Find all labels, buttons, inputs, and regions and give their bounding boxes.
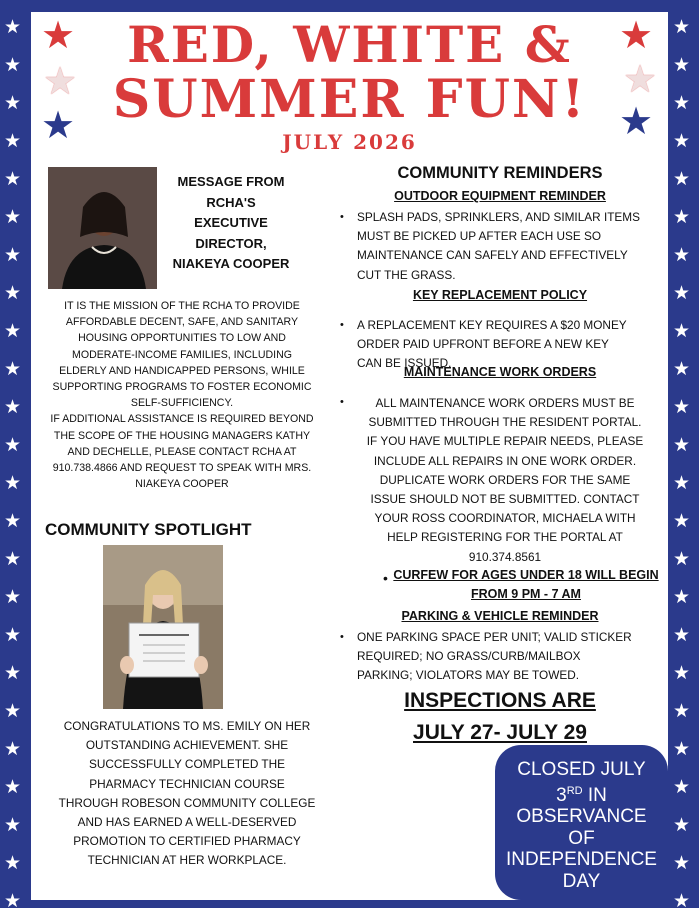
spotlight-line: CONGRATULATIONS TO MS. EMILY ON HER <box>63 719 311 733</box>
curfew-notice <box>393 566 659 603</box>
border-star-icon: ★ <box>673 434 691 456</box>
parking-line: PARKING; VIOLATORS MAY BE TOWED. <box>357 668 580 683</box>
message-heading-line: RCHA'S <box>206 194 256 210</box>
spotlight-line: OUTSTANDING ACHIEVEMENT. SHE <box>85 738 289 753</box>
right-star-border <box>669 0 699 908</box>
month-subtitle: JULY 2026 <box>282 130 417 154</box>
key-line: CAN BE ISSUED. <box>357 356 452 371</box>
message-heading <box>156 172 306 275</box>
bullet-icon: • <box>340 319 344 331</box>
border-star-icon: ★ <box>673 738 691 760</box>
mission-line: THE SCOPE OF THE HOUSING MANAGERS KATHY <box>53 429 311 442</box>
border-star-icon: ★ <box>673 548 691 570</box>
closed-line-5: INDEPENDENCE <box>506 849 657 870</box>
outdoor-heading: OUTDOOR EQUIPMENT REMINDER <box>394 189 606 203</box>
parking-line: REQUIRED; NO GRASS/CURB/MAILBOX <box>357 649 581 664</box>
maintenance-line: YOUR ROSS COORDINATOR, MICHAELA WITH <box>374 511 636 526</box>
outdoor-line: SPLASH PADS, SPRINKLERS, AND SIMILAR ITEMS <box>357 210 640 224</box>
mission-line: ELDERLY AND HANDICAPPED PERSONS, WHILE <box>59 364 305 377</box>
outdoor-line: MAINTENANCE CAN SAFELY AND EFFECTIVELY <box>357 248 628 263</box>
maintenance-heading: MAINTENANCE WORK ORDERS <box>403 365 597 379</box>
outdoor-line: MUST BE PICKED UP AFTER EACH USE SO <box>357 229 602 244</box>
border-star-icon: ★ <box>673 662 691 684</box>
key-heading: KEY REPLACEMENT POLICY <box>412 288 588 302</box>
red-star-icon: ★ <box>619 13 654 57</box>
closed-line-3: OBSERVANCE <box>516 806 647 827</box>
outdoor-line: CUT THE GRASS. <box>357 267 456 282</box>
maintenance-line: INCLUDE ALL REPAIRS IN ONE WORK ORDER. <box>373 453 637 468</box>
border-star-icon: ★ <box>673 16 691 38</box>
maintenance-line: HELP REGISTERING FOR THE PORTAL AT <box>387 530 623 545</box>
mission-line: NIAKEYA COOPER <box>135 478 229 491</box>
inspections-line-1: INSPECTIONS ARE <box>404 689 596 712</box>
title-line-1: RED, WHITE & <box>127 15 572 74</box>
closed-line-2: 3RD IN <box>556 784 607 806</box>
blue-star-icon: ★ <box>619 99 654 143</box>
border-star-icon: ★ <box>4 890 22 908</box>
border-star-icon: ★ <box>673 814 691 836</box>
outdoor-text <box>357 208 640 285</box>
border-star-icon: ★ <box>673 510 691 532</box>
parking-text <box>357 628 632 686</box>
border-star-icon: ★ <box>673 890 691 908</box>
person-silhouette-icon <box>48 167 157 289</box>
border-star-icon: ★ <box>4 700 22 722</box>
border-star-icon: ★ <box>4 16 22 38</box>
red-star-icon: ★ <box>41 13 76 57</box>
border-star-icon: ★ <box>4 814 22 836</box>
person-certificate-icon <box>103 545 223 709</box>
message-heading-line: EXECUTIVE <box>194 215 268 230</box>
border-star-icon: ★ <box>4 624 22 646</box>
spotlight-text <box>37 717 337 871</box>
message-heading-line: MESSAGE FROM <box>177 174 285 189</box>
white-star-icon: ★ <box>43 59 78 103</box>
border-star-icon: ★ <box>4 168 22 190</box>
mission-line: SUPPORTING PROGRAMS TO FOSTER ECONOMIC <box>52 381 312 394</box>
parking-heading: PARKING & VEHICLE REMINDER <box>401 609 599 623</box>
curfew-line: FROM 9 PM - 7 AM <box>471 586 581 601</box>
bullet-icon: • <box>383 570 388 586</box>
border-star-icon: ★ <box>4 662 22 684</box>
white-star-icon: ★ <box>623 57 658 101</box>
border-star-icon: ★ <box>673 700 691 722</box>
key-line: A REPLACEMENT KEY REQUIRES A $20 MONEY <box>357 318 627 332</box>
mission-line: 910.738.4866 AND REQUEST TO SPEAK WITH MRS. <box>52 462 312 475</box>
mission-line: IF ADDITIONAL ASSISTANCE IS REQUIRED BEYOND <box>50 413 314 426</box>
border-star-icon: ★ <box>673 320 691 342</box>
border-star-icon: ★ <box>4 130 22 152</box>
border-star-icon: ★ <box>673 54 691 76</box>
flyer-sheet <box>31 12 668 900</box>
border-star-icon: ★ <box>4 434 22 456</box>
border-star-icon: ★ <box>4 548 22 570</box>
mission-line: SELF-SUFFICIENCY. <box>130 397 234 410</box>
inspections-dates: JULY 27- JULY 29 <box>413 721 587 744</box>
maintenance-line: IF YOU HAVE MULTIPLE REPAIR NEEDS, PLEASE <box>366 434 644 449</box>
border-star-icon: ★ <box>4 852 22 874</box>
mission-line: AND DECHELLE, PLEASE CONTACT RCHA AT <box>67 445 297 458</box>
border-star-icon: ★ <box>4 396 22 418</box>
maintenance-text <box>347 394 663 567</box>
border-star-icon: ★ <box>673 472 691 494</box>
border-star-icon: ★ <box>673 396 691 418</box>
border-star-icon: ★ <box>673 92 691 114</box>
spotlight-line: AND HAS EARNED A WELL-DESERVED <box>77 815 297 830</box>
bullet-icon: • <box>340 396 344 408</box>
curfew-line: CURFEW FOR AGES UNDER 18 WILL BEGIN <box>393 568 659 582</box>
spotlight-line: THROUGH ROBESON COMMUNITY COLLEGE <box>58 795 316 810</box>
maintenance-line: DUPLICATE WORK ORDERS FOR THE SAME <box>379 472 631 487</box>
border-star-icon: ★ <box>673 206 691 228</box>
border-star-icon: ★ <box>4 776 22 798</box>
spotlight-photo <box>103 545 223 709</box>
closed-line-4: OF <box>568 827 595 849</box>
border-star-icon: ★ <box>673 852 691 874</box>
border-star-icon: ★ <box>4 244 22 266</box>
border-star-icon: ★ <box>4 586 22 608</box>
key-line: ORDER PAID UPFRONT BEFORE A NEW KEY <box>357 337 609 352</box>
border-star-icon: ★ <box>673 586 691 608</box>
spotlight-line: TECHNICIAN AT HER WORKPLACE. <box>87 853 287 868</box>
spotlight-line: SUCCESSFULLY COMPLETED THE <box>88 757 285 772</box>
border-star-icon: ★ <box>673 168 691 190</box>
title-line-2: SUMMER FUN! <box>112 69 587 130</box>
border-star-icon: ★ <box>4 92 22 114</box>
border-star-icon: ★ <box>673 130 691 152</box>
message-heading-line: DIRECTOR, <box>195 235 267 251</box>
message-heading-line: NIAKEYA COOPER <box>172 256 290 271</box>
border-star-icon: ★ <box>673 624 691 646</box>
mission-statement <box>37 298 327 492</box>
spotlight-line: PHARMACY TECHNICIAN COURSE <box>89 776 285 791</box>
mission-line: AFFORDABLE DECENT, SAFE, AND SANITARY <box>65 316 299 329</box>
border-star-icon: ★ <box>4 738 22 760</box>
border-star-icon: ★ <box>673 358 691 380</box>
maintenance-line: 910.374.8561 <box>468 549 542 564</box>
border-star-icon: ★ <box>4 510 22 532</box>
border-star-icon: ★ <box>4 320 22 342</box>
director-photo <box>48 167 157 289</box>
reminders-title: COMMUNITY REMINDERS <box>397 164 603 182</box>
spotlight-title: COMMUNITY SPOTLIGHT <box>45 520 252 539</box>
border-star-icon: ★ <box>673 244 691 266</box>
maintenance-line: SUBMITTED THROUGH THE RESIDENT PORTAL. <box>368 415 642 430</box>
border-star-icon: ★ <box>4 54 22 76</box>
left-star-border <box>0 0 30 908</box>
border-star-icon: ★ <box>673 776 691 798</box>
border-star-icon: ★ <box>4 472 22 494</box>
closed-notice <box>495 745 668 900</box>
spotlight-line: PROMOTION TO CERTIFIED PHARMACY <box>73 834 301 849</box>
mission-line: HOUSING OPPORTUNITIES TO LOW AND <box>78 332 286 345</box>
blue-star-icon: ★ <box>41 103 76 147</box>
parking-line: ONE PARKING SPACE PER UNIT; VALID STICKER <box>357 630 632 644</box>
mission-line: MODERATE-INCOME FAMILIES, INCLUDING <box>72 348 292 361</box>
closed-line-6: DAY <box>562 870 601 892</box>
mission-line: IT IS THE MISSION OF THE RCHA TO PROVIDE <box>64 300 300 312</box>
border-star-icon: ★ <box>4 282 22 304</box>
border-star-icon: ★ <box>673 282 691 304</box>
border-star-icon: ★ <box>4 206 22 228</box>
bullet-icon: • <box>340 631 344 643</box>
bullet-icon: • <box>340 211 344 223</box>
border-star-icon: ★ <box>4 358 22 380</box>
maintenance-line: ALL MAINTENANCE WORK ORDERS MUST BE <box>375 396 635 410</box>
maintenance-line: ISSUE SHOULD NOT BE SUBMITTED. CONTACT <box>370 492 640 507</box>
closed-line-1: CLOSED JULY <box>517 759 646 780</box>
